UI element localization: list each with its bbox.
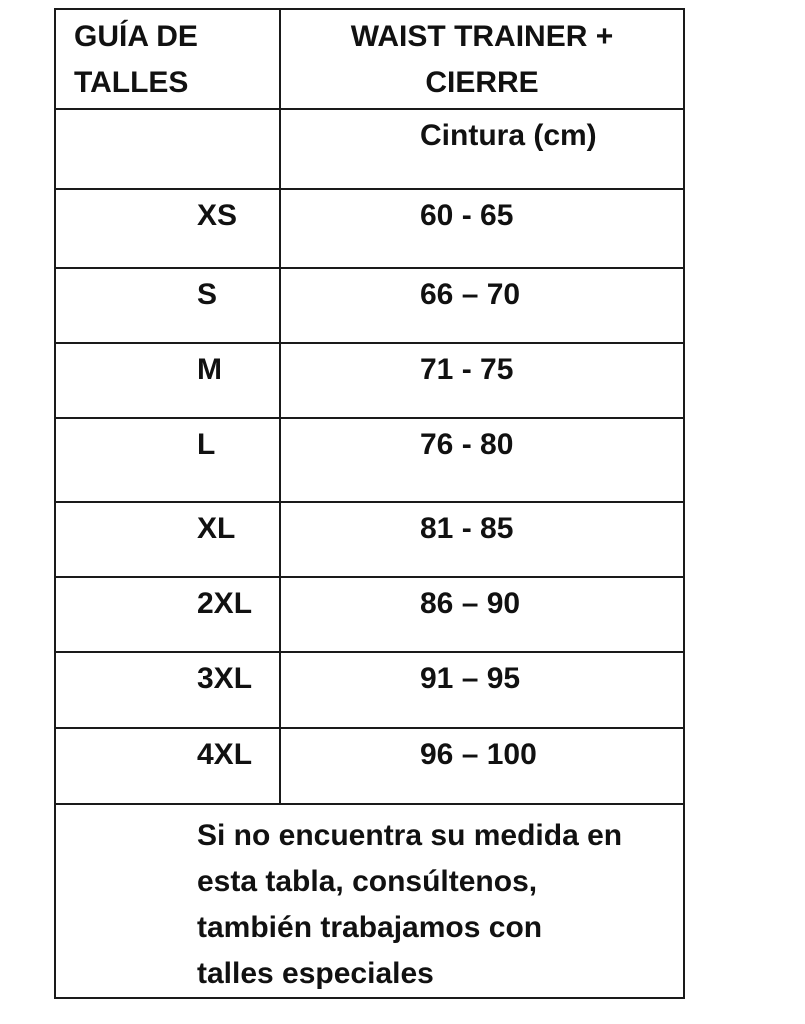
note-line: también trabajamos con xyxy=(197,911,543,944)
header-title-line1: GUÍA DE xyxy=(74,20,198,53)
waist-range: 86 – 90 xyxy=(420,587,521,620)
waist-range: 76 - 80 xyxy=(420,428,514,461)
header-product xyxy=(279,14,685,106)
size-label: S xyxy=(197,278,218,311)
note-line: esta tabla, consúltenos, xyxy=(197,865,538,898)
header-title-line2: TALLES xyxy=(74,66,189,99)
row-divider xyxy=(56,651,683,653)
note-line: talles especiales xyxy=(197,957,434,990)
header-title xyxy=(74,14,198,106)
size-guide-table xyxy=(54,8,685,999)
row-divider xyxy=(56,342,683,344)
size-label: L xyxy=(197,428,216,461)
row-divider xyxy=(56,727,683,729)
row-divider xyxy=(56,267,683,269)
size-label: XS xyxy=(197,199,238,232)
column-divider xyxy=(279,10,281,803)
header-product-line2: CIERRE xyxy=(425,66,539,99)
size-label: M xyxy=(197,353,222,386)
waist-range: 96 – 100 xyxy=(420,738,537,771)
waist-range: 81 - 85 xyxy=(420,512,514,545)
row-divider xyxy=(56,108,683,110)
size-label: XL xyxy=(197,512,236,545)
waist-range: 91 – 95 xyxy=(420,662,521,695)
row-divider xyxy=(56,803,683,805)
waist-range: 66 – 70 xyxy=(420,278,521,311)
waist-range: 60 - 65 xyxy=(420,199,514,232)
note-line: Si no encuentra su medida en xyxy=(197,819,623,852)
row-divider xyxy=(56,501,683,503)
row-divider xyxy=(56,188,683,190)
waist-range: 71 - 75 xyxy=(420,353,514,386)
header-product-line1: WAIST TRAINER + xyxy=(350,20,614,53)
row-divider xyxy=(56,417,683,419)
row-divider xyxy=(56,576,683,578)
column-header-waist: Cintura (cm) xyxy=(420,119,597,152)
special-sizes-note xyxy=(197,813,667,997)
size-label: 3XL xyxy=(197,662,253,695)
size-label: 2XL xyxy=(197,587,253,620)
size-label: 4XL xyxy=(197,738,253,771)
